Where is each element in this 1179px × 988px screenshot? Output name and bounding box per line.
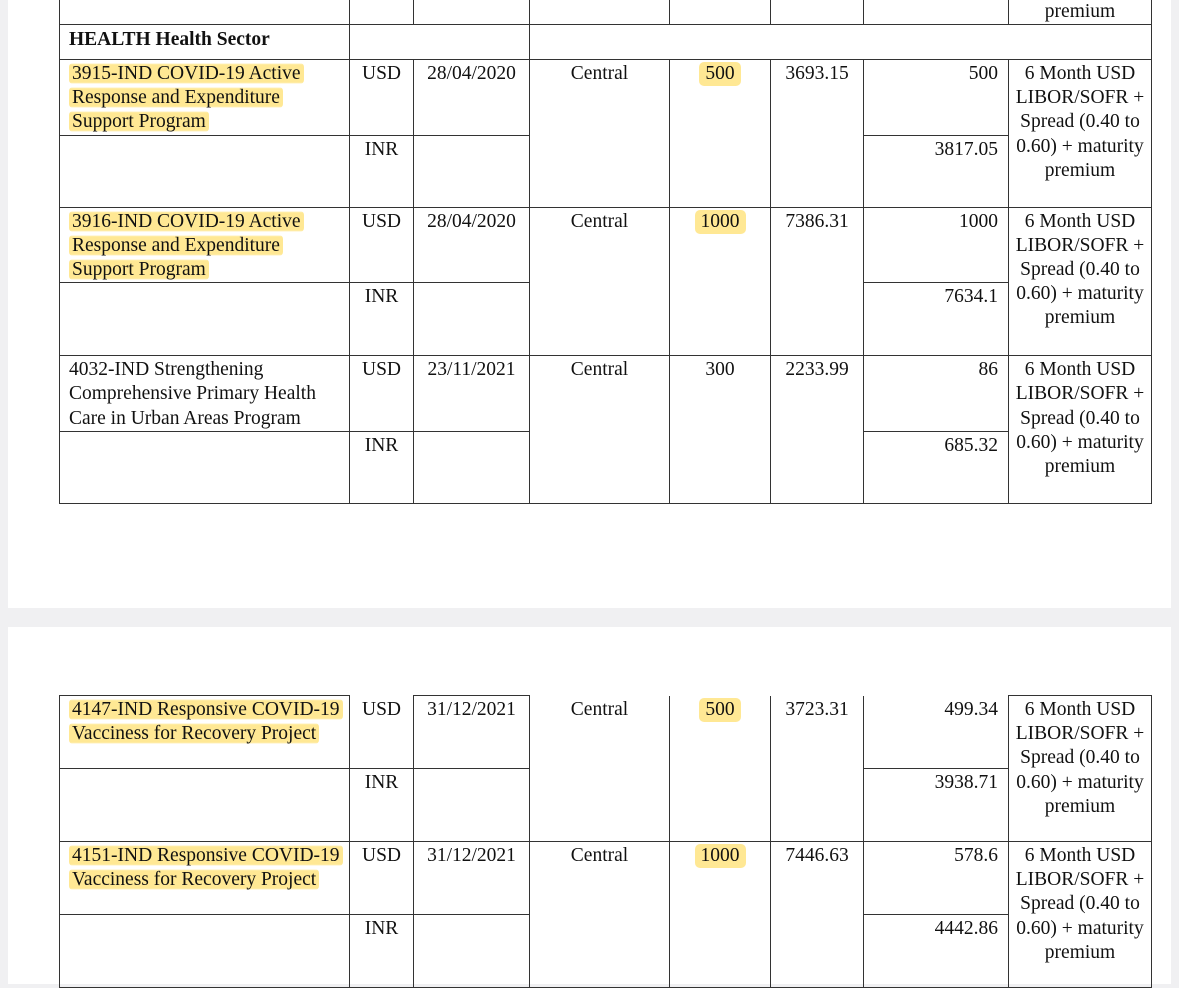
document-page-1 — [8, 0, 1171, 608]
amount-inr-cell: 3693.15 — [771, 60, 864, 208]
loan-name: 4151-IND Responsive COVID-19 Vacciness for Recovery Project — [69, 845, 343, 890]
amount-usd-cell — [670, 60, 771, 208]
currency-cell: INR — [350, 769, 414, 842]
date-cell: 28/04/2020 — [414, 207, 530, 283]
level-cell: Central — [530, 356, 670, 504]
amount-usd: 500 — [699, 698, 740, 722]
loan-name: 3916-IND COVID-19 Active Response and Expenditure Support Program — [69, 211, 304, 280]
currency-cell: INR — [350, 283, 414, 356]
date-cell: 31/12/2021 — [414, 696, 530, 769]
amount-inr-cell: 7386.31 — [771, 207, 864, 356]
loan-table-health — [59, 0, 1152, 504]
table-row — [60, 356, 1152, 432]
currency-cell: USD — [350, 60, 414, 136]
amount-usd: 500 — [699, 62, 740, 86]
date-cell: 28/04/2020 — [414, 60, 530, 136]
sector-header-row — [60, 25, 1152, 60]
amount-usd: 1000 — [695, 210, 746, 234]
rate-cell: 6 Month USD LIBOR/SOFR + Spread (0.40 to 0.60) + maturity premium — [1009, 356, 1152, 504]
currency-cell: INR — [350, 431, 414, 503]
loan-name-cell — [60, 842, 350, 915]
amount-inr-cell: 3723.31 — [771, 696, 864, 842]
loan-table-vaccines — [59, 695, 1152, 988]
currency-cell: USD — [350, 356, 414, 432]
table-row — [60, 207, 1152, 283]
table-row — [60, 0, 1152, 25]
rate-cell: 6 Month USD LIBOR/SOFR + Spread (0.40 to 0.60) + maturity premium — [1009, 60, 1152, 208]
currency-cell: USD — [350, 842, 414, 915]
currency-cell: USD — [350, 696, 414, 769]
drawn-inr-cell: 7634.1 — [864, 283, 1009, 356]
table-row — [60, 60, 1152, 136]
loan-name-cell — [60, 696, 350, 769]
currency-cell: INR — [350, 135, 414, 207]
level-cell: Central — [530, 207, 670, 356]
drawn-inr-cell: 3938.71 — [864, 769, 1009, 842]
rate-cell: premium — [1009, 0, 1152, 25]
drawn-usd-cell: 1000 — [864, 207, 1009, 283]
rate-cell: 6 Month USD LIBOR/SOFR + Spread (0.40 to 0.60) + maturity premium — [1009, 207, 1152, 356]
level-cell: Central — [530, 842, 670, 988]
drawn-inr-cell: 685.32 — [864, 431, 1009, 503]
amount-usd-cell: 300 — [670, 356, 771, 504]
loan-name-cell — [60, 207, 350, 283]
drawn-usd-cell: 500 — [864, 60, 1009, 136]
level-cell: Central — [530, 696, 670, 842]
table-row — [60, 696, 1152, 769]
rate-cell: 6 Month USD LIBOR/SOFR + Spread (0.40 to 0.60) + maturity premium — [1009, 696, 1152, 842]
loan-name: 3915-IND COVID-19 Active Response and Expenditure Support Program — [69, 63, 304, 132]
amount-inr-cell: 2233.99 — [771, 356, 864, 504]
date-cell: 23/11/2021 — [414, 356, 530, 432]
amount-inr-cell: 7446.63 — [771, 842, 864, 988]
date-cell: 31/12/2021 — [414, 842, 530, 915]
level-cell: Central — [530, 60, 670, 208]
rate-cell: 6 Month USD LIBOR/SOFR + Spread (0.40 to 0.60) + maturity premium — [1009, 842, 1152, 988]
amount-usd-cell — [670, 842, 771, 988]
loan-name: 4147-IND Responsive COVID-19 Vacciness for Recovery Project — [69, 699, 343, 744]
amount-usd-cell — [670, 696, 771, 842]
document-page-2 — [8, 627, 1171, 984]
drawn-usd-cell: 86 — [864, 356, 1009, 432]
loan-name-cell: 4032-IND Strengthening Comprehensive Primary Health Care in Urban Areas Program — [60, 356, 350, 432]
amount-usd: 1000 — [695, 844, 746, 868]
currency-cell: USD — [350, 207, 414, 283]
currency-cell: INR — [350, 915, 414, 988]
drawn-usd-cell: 499.34 — [864, 696, 1009, 769]
amount-usd-cell — [670, 207, 771, 356]
loan-name-cell — [60, 60, 350, 136]
drawn-inr-cell: 3817.05 — [864, 135, 1009, 207]
drawn-usd-cell: 578.6 — [864, 842, 1009, 915]
drawn-inr-cell: 4442.86 — [864, 915, 1009, 988]
table-row — [60, 842, 1152, 915]
sector-header: HEALTH Health Sector — [60, 25, 350, 60]
